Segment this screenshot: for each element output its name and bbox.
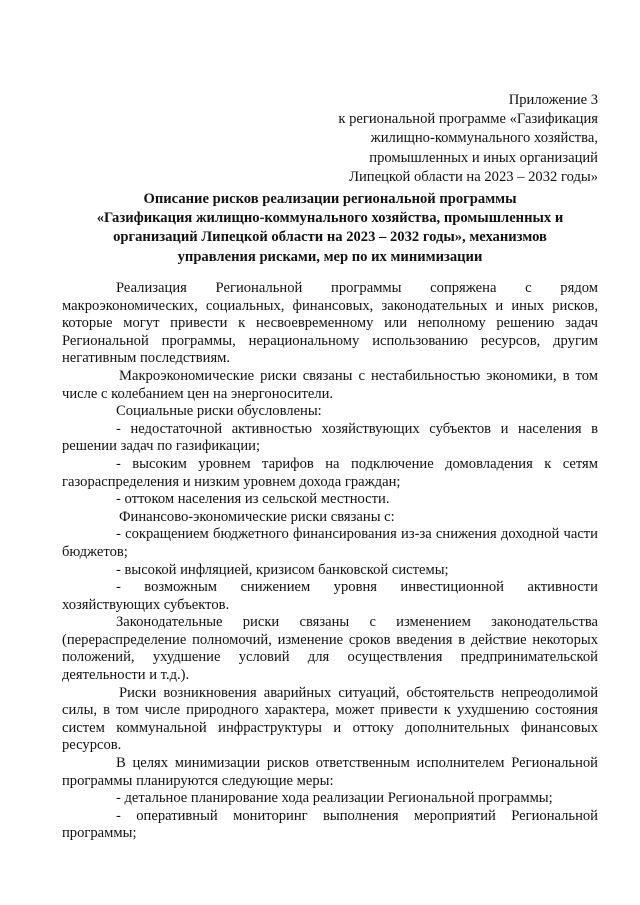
- title-line: Описание рисков реализации региональной программы: [143, 191, 517, 207]
- paragraph: Реализация Региональной программы сопряжена с рядом макроэкономических, социальных, финансовых, законодательных и иных рисков, которые могут привести к несвоевременному или неполному решению задач Региональной программы, нерациональному использованию ресурсов, другим негативным последствиям.: [62, 280, 598, 367]
- paragraph: Законодательные риски связаны с изменением законодательства (перераспределение полномочий, изменение сроков введения в действие некоторых положений, ухудшение условий для осуществления предпринимательской деятельности и т.д.).: [62, 614, 598, 684]
- paragraph: Финансово-экономические риски связаны с:: [119, 508, 395, 525]
- list-item: - высоким уровнем тарифов на подключение домовладения к сетям газораспределения и низким уровнем дохода граждан;: [62, 455, 598, 490]
- list-item: - высокой инфляцией, кризисом банковской системы;: [116, 561, 449, 578]
- appendix-line: промышленных и иных организаций: [369, 149, 598, 166]
- appendix-line: Приложение 3: [508, 92, 598, 108]
- document-body: [62, 280, 598, 843]
- list-item: - детальное планирование хода реализации Региональной программы;: [116, 790, 553, 807]
- title-line: «Газификация жилищно-коммунального хозяйства, промышленных и: [96, 210, 564, 227]
- list-item: - оперативный мониторинг выполнения мероприятий Региональной программы;: [62, 807, 598, 842]
- list-item: - оттоком населения из сельской местности.: [116, 491, 390, 508]
- title-line: организаций Липецкой области на 2023 – 2032 годы», механизмов: [113, 229, 547, 246]
- paragraph: Риски возникновения аварийных ситуаций, обстоятельств непреодолимой силы, в том числе природного характера, может привести к ухудшению состояния систем коммунальной инфраструктуры и оттоку дополнительных финансовых ресурсов.: [62, 684, 598, 754]
- appendix-line: жилищно-коммунального хозяйства,: [370, 130, 598, 147]
- paragraph: Макроэкономические риски связаны с нестабильностью экономики, в том числе с колебанием цен на энергоносители.: [62, 367, 598, 402]
- appendix-line: Липецкой области на 2023 – 2032 годы»: [349, 168, 598, 185]
- list-item: - возможным снижением уровня инвестиционной активности хозяйствующих субъектов.: [62, 579, 598, 613]
- paragraph: В целях минимизации рисков ответственным исполнителем Региональной программы планируются следующие меры:: [62, 755, 598, 789]
- paragraph: Социальные риски обусловлены:: [116, 403, 322, 420]
- appendix-header: [338, 91, 598, 187]
- list-item: - недостаточной активностью хозяйствующих субъектов и населения в решении задач по газификации;: [62, 420, 598, 455]
- document-title: [62, 190, 598, 267]
- list-item: - сокращением бюджетного финансирования из-за снижения доходной части бюджетов;: [62, 526, 598, 560]
- appendix-line: к региональной программе «Газификация: [338, 111, 598, 128]
- title-line: управления рисками, мер по их минимизации: [177, 248, 483, 265]
